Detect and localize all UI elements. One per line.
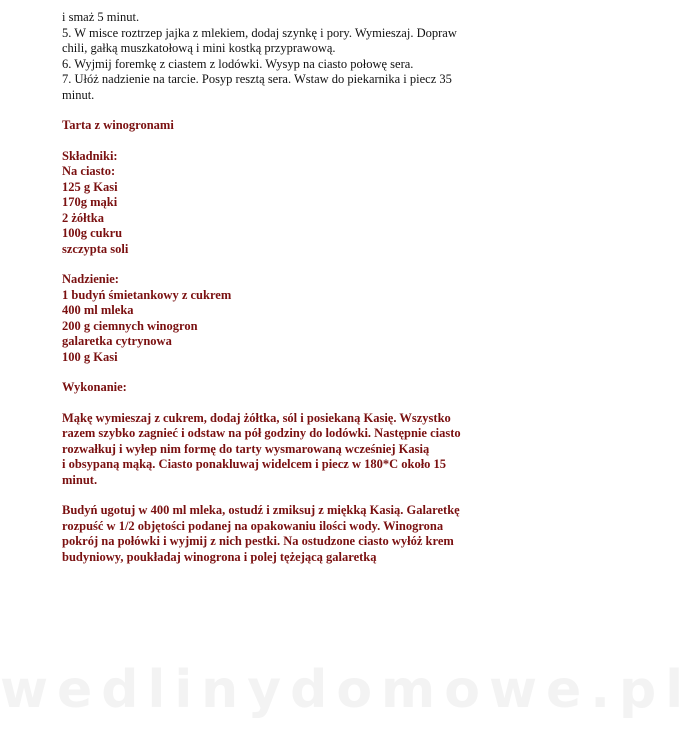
ingredient-item: 170g mąki <box>62 195 118 209</box>
ingredient-item: szczypta soli <box>62 241 129 256</box>
method-line: pokrój na połówki i wyjmij z nich pestki. Na ostudzone ciasto wyłóż krem <box>62 534 454 548</box>
method-paragraph-2 <box>62 503 522 565</box>
document-page <box>62 10 522 565</box>
method-line: minut. <box>62 472 98 487</box>
ingredient-item: galaretka cytrynowa <box>62 334 172 348</box>
ingredients-section <box>62 149 522 258</box>
method-line: i obsypaną mąką. Ciasto ponakluwaj widelcem i piecz w 180*C około 15 <box>62 457 447 471</box>
recipe-title: Tarta z winogronami <box>62 118 174 132</box>
step-line: minut. <box>62 87 95 102</box>
step-line: 5. W misce roztrzep jajka z mlekiem, dodaj szynkę i pory. Wymieszaj. Dopraw <box>62 25 457 40</box>
ingredients-heading: Składniki: <box>62 148 118 163</box>
method-section <box>62 380 522 565</box>
step-line: i smaż 5 minut. <box>62 10 140 24</box>
method-line: Mąkę wymieszaj z cukrem, dodaj żółtka, sól i posiekaną Kasię. Wszystko <box>62 410 451 425</box>
previous-recipe-steps <box>62 10 522 103</box>
method-heading: Wykonanie: <box>62 380 127 394</box>
method-paragraph-1 <box>62 411 522 489</box>
filling-section <box>62 272 522 365</box>
ingredient-item: 125 g Kasi <box>62 179 118 194</box>
watermark: wedlinydomowe.pl <box>0 660 692 720</box>
ingredient-item: 100g cukru <box>62 226 123 240</box>
step-line: chili, gałką muszkatołową i mini kostką przyprawową. <box>62 41 336 55</box>
step-line: 7. Ułóż nadzienie na tarcie. Posyp resztą sera. Wstaw do piekarnika i piecz 35 <box>62 72 452 86</box>
ingredient-item: 1 budyń śmietankowy z cukrem <box>62 287 232 302</box>
filling-heading: Nadzienie: <box>62 272 119 286</box>
ingredient-item: 2 żółtka <box>62 210 105 225</box>
step-line: 6. Wyjmij foremkę z ciastem z lodówki. Wysyp na ciasto połowę sera. <box>62 56 414 71</box>
method-line: budyniowy, poukładaj winogrona i polej tężejącą galaretką <box>62 549 377 564</box>
method-line: rozpuść w 1/2 objętości podanej na opakowaniu ilości wody. Winogrona <box>62 518 444 533</box>
method-line: rozwałkuj i wyłep nim formę do tarty wysmarowaną wcześniej Kasią <box>62 441 430 456</box>
method-line: Budyń ugotuj w 400 ml mleka, ostudź i zmiksuj z miękką Kasią. Galaretkę <box>62 503 460 517</box>
ingredient-item: 200 g ciemnych winogron <box>62 318 198 333</box>
ingredient-item: 400 ml mleka <box>62 303 134 317</box>
method-line: razem szybko zagnieć i odstaw na pół godziny do lodówki. Następnie ciasto <box>62 426 461 440</box>
dough-heading: Na ciasto: <box>62 164 116 178</box>
recipe <box>62 118 522 565</box>
ingredient-item: 100 g Kasi <box>62 349 118 364</box>
